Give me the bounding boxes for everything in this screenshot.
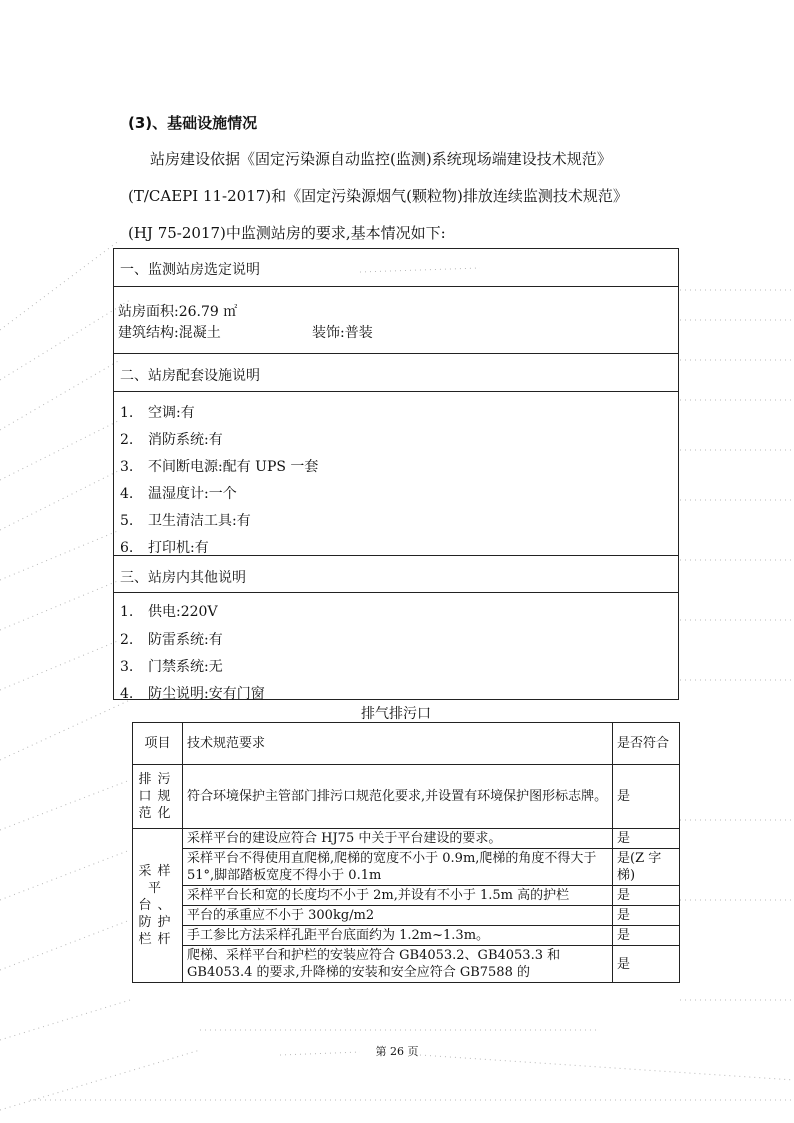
- requirement-cell: 爬梯、采样平台和护栏的安装应符合 GB4053.2、GB4053.3 和 GB4053.4 的要求,升降梯的安装和安全应符合 GB7588 的: [183, 946, 613, 983]
- table-row: [133, 765, 680, 829]
- table-row: [133, 946, 680, 983]
- intro-line-3: (HJ 75-2017)中监测站房的要求,基本情况如下:: [128, 224, 446, 242]
- group-label: 排污口规范化: [133, 765, 183, 829]
- intro-line-1: 站房建设依据《固定污染源自动监控(监测)系统现场端建设技术规范》: [150, 150, 612, 168]
- requirement-cell: 平台的承重应不小于 300kg/m2: [183, 906, 613, 926]
- facility-item: 6. 打印机:有: [120, 540, 209, 556]
- requirement-cell: 符合环境保护主管部门排污口规范化要求,并设置有环境保护图形标志牌。: [183, 765, 613, 829]
- section-2-title: 二、站房配套设施说明: [120, 368, 260, 384]
- requirement-cell: 采样平台不得使用直爬梯,爬梯的宽度不小于 0.9m,爬梯的角度不得大于 51°,脚部踏板宽度不得小于 0.1m: [183, 849, 613, 886]
- divider: [114, 286, 678, 287]
- requirement-cell: 手工参比方法采样孔距平台底面约为 1.2m~1.3m。: [183, 926, 613, 946]
- table-title: 排气排污口: [361, 706, 431, 722]
- intro-line-2: (T/CAEPI 11-2017)和《固定污染源烟气(颗粒物)排放连续监测技术规范》: [128, 187, 628, 205]
- compliant-cell: 是(Z 字梯): [613, 849, 680, 886]
- compliant-cell: 是: [613, 765, 680, 829]
- other-item: 3. 门禁系统:无: [120, 659, 223, 675]
- section-3-title: 三、站房内其他说明: [120, 570, 246, 586]
- page-number: 第 26 页: [375, 1045, 419, 1058]
- compliant-cell: 是: [613, 946, 680, 983]
- facility-item: 3. 不间断电源:配有 UPS 一套: [120, 459, 319, 475]
- other-item: 1. 供电:220V: [120, 604, 218, 620]
- group-label: 采样平台、防护栏杆: [133, 829, 183, 983]
- facility-item: 1. 空调:有: [120, 405, 195, 421]
- building-structure: 建筑结构:混凝土: [118, 325, 221, 341]
- station-area: 站房面积:26.79 ㎡: [118, 304, 238, 320]
- divider: [114, 592, 678, 593]
- facility-item: 5. 卫生清洁工具:有: [120, 513, 251, 529]
- compliant-cell: 是: [613, 886, 680, 906]
- facility-item: 2. 消防系统:有: [120, 432, 223, 448]
- requirement-cell: 采样平台的建设应符合 HJ75 中关于平台建设的要求。: [183, 829, 613, 849]
- table-row: [133, 886, 680, 906]
- requirement-cell: 采样平台长和宽的长度均不小于 2m,并设有不小于 1.5m 高的护栏: [183, 886, 613, 906]
- table-row: [133, 849, 680, 886]
- decoration: 装饰:普装: [312, 325, 373, 341]
- table-header-row: [133, 723, 680, 765]
- facility-item: 4. 温湿度计:一个: [120, 486, 237, 502]
- compliant-cell: 是: [613, 829, 680, 849]
- header-item: 项目: [133, 723, 183, 765]
- divider: [114, 555, 678, 556]
- compliant-cell: 是: [613, 926, 680, 946]
- divider: [114, 353, 678, 354]
- other-item: 4. 防尘说明:安有门窗: [120, 686, 265, 702]
- other-item: 2. 防雷系统:有: [120, 632, 223, 648]
- divider: [114, 391, 678, 392]
- header-requirement: 技术规范要求: [183, 723, 613, 765]
- table-row: [133, 926, 680, 946]
- section-1-title: 一、监测站房选定说明: [120, 262, 260, 278]
- station-info-box: [113, 248, 679, 700]
- section-heading: (3)、基础设施情况: [128, 114, 258, 132]
- compliant-cell: 是: [613, 906, 680, 926]
- table-row: [133, 829, 680, 849]
- header-compliant: 是否符合: [613, 723, 680, 765]
- table-row: [133, 906, 680, 926]
- outlet-table: [132, 722, 680, 983]
